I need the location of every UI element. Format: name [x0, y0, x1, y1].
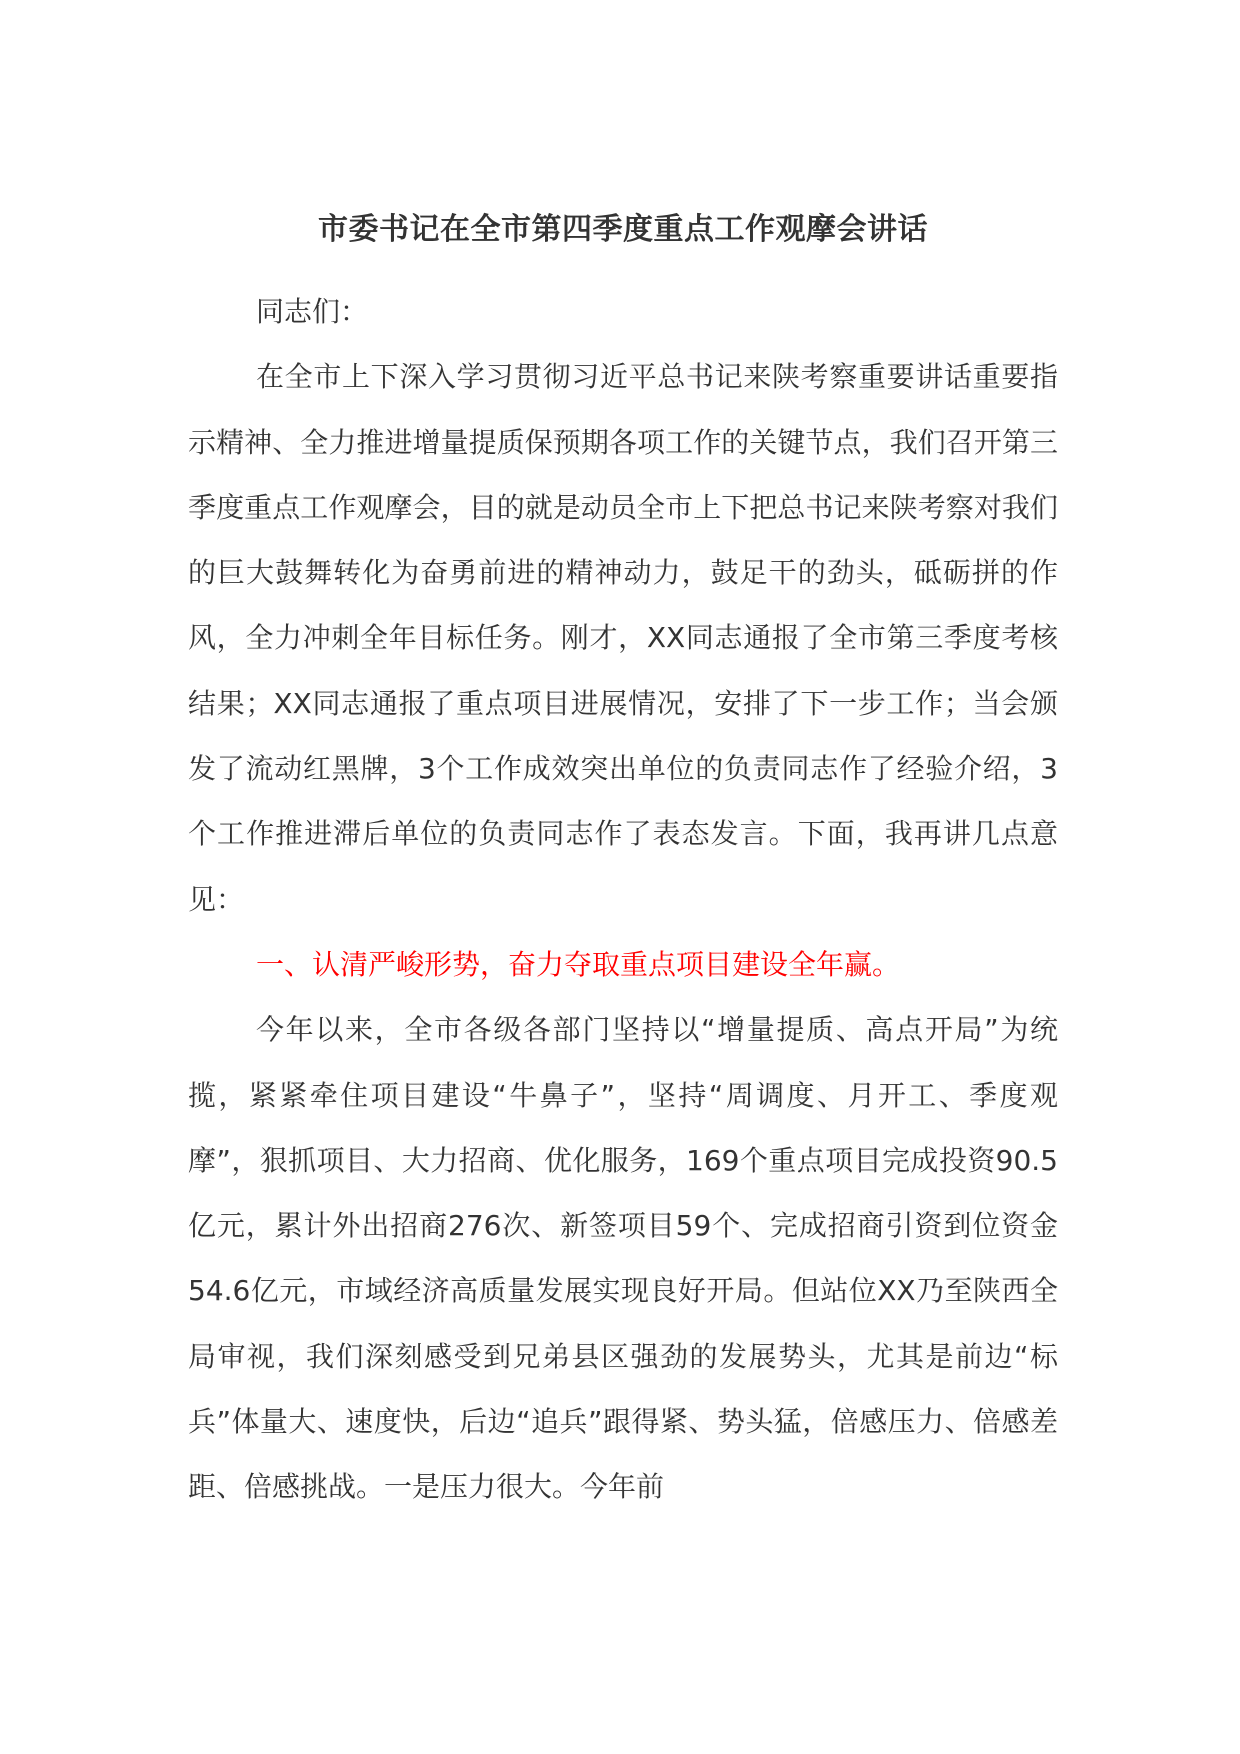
paragraph-intro: 在全市上下深入学习贯彻习近平总书记来陕考察重要讲话重要指示精神、全力推进增量提质保预期各项工作的关键节点，我们召开第三季度重点工作观摩会，目的就是动员全市上下把总书记来陕考察对我们的巨大鼓舞转化为奋勇前进的精神动力，鼓足干的劲头，砥砺拼的作风，全力冲刺全年目标任务。刚才，XX同志通报了全市第三季度考核结果；XX同志通报了重点项目进展情况，安排了下一步工作；当会颁发了流动红黑牌，3个工作成效突出单位的负责同志作了经验介绍，3个工作推进滞后单位的负责同志作了表态发言。下面，我再讲几点意见： [188, 360, 1058, 916]
greeting: 同志们： [256, 295, 369, 328]
document-page [188, 205, 1058, 1520]
paragraph-section-1: 今年以来，全市各级各部门坚持以“增量提质、高点开局”为统揽，紧紧牵住项目建设“牛鼻子”，坚持“周调度、月开工、季度观摩”，狠抓项目、大力招商、优化服务，169个重点项目完成投资90.5亿元，累计外出招商276次、新签项目59个、完成招商引资到位资金54.6亿元，市域经济高质量发展实现良好开局。但站位XX乃至陕西全局审视，我们深刻感受到兄弟县区强劲的发展势头，尤其是前边“标兵”体量大、速度快，后边“追兵”跟得紧、势头猛，倍感压力、倍感差距、倍感挑战。一是压力很大。今年前 [188, 1013, 1058, 1504]
document-title: 市委书记在全市第四季度重点工作观摩会讲话 [318, 212, 928, 247]
section-heading-1: 一、认清严峻形势，奋力夺取重点项目建设全年赢。 [256, 947, 901, 981]
